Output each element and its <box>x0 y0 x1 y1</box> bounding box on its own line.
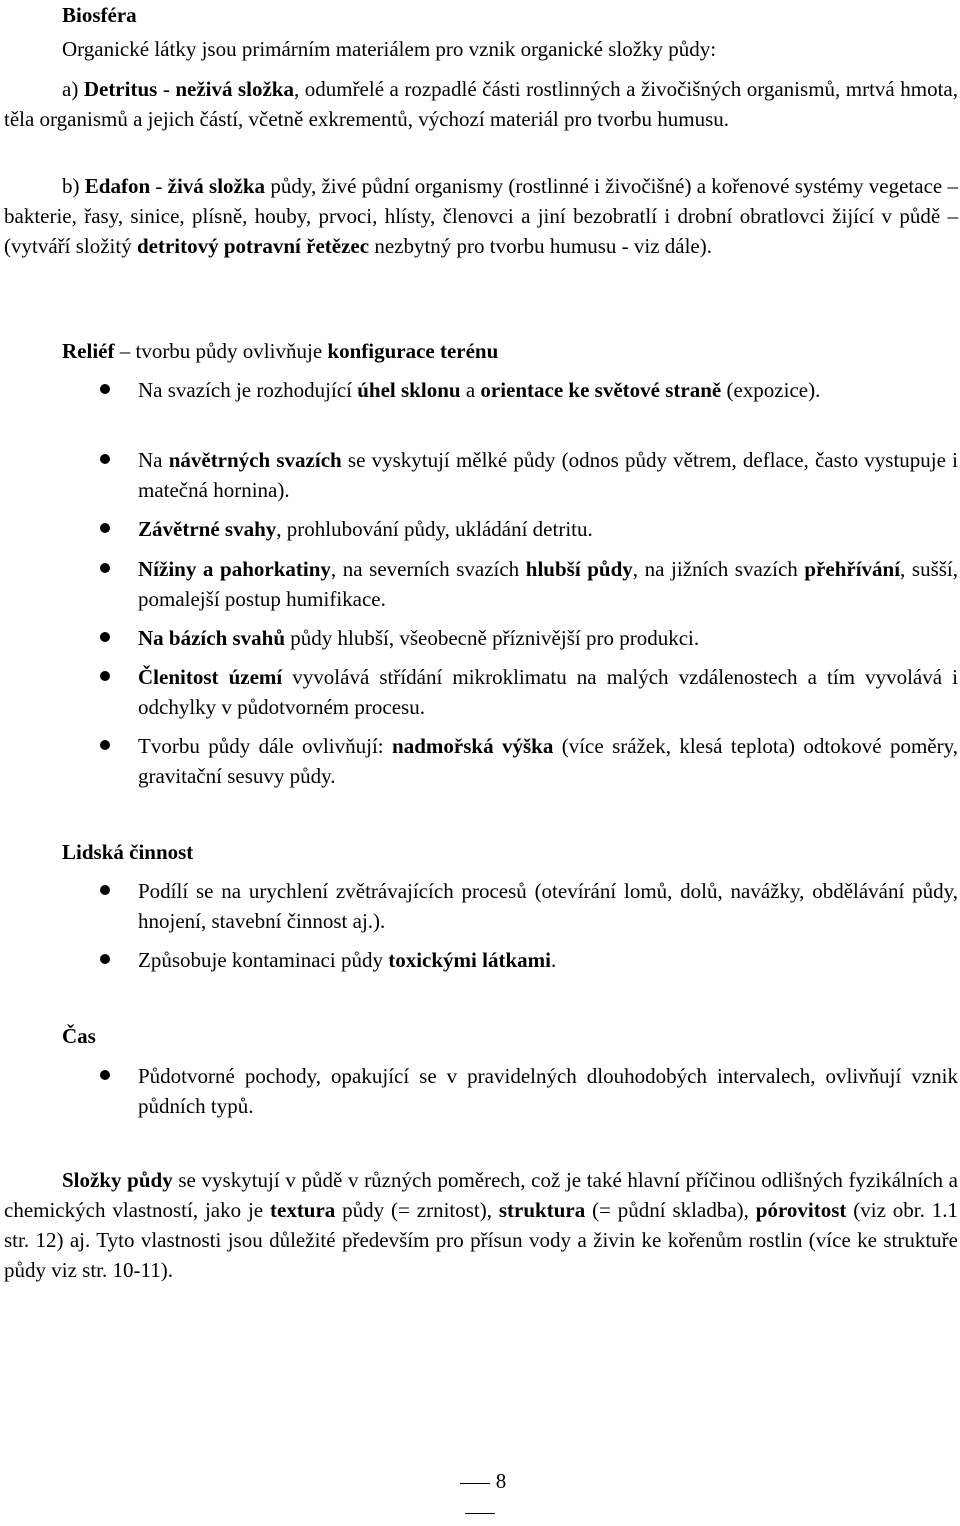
item-text: , sušší, pomalejší postup humifikace. <box>138 557 958 611</box>
list-item-text <box>138 623 958 653</box>
item-bold: nadmořská výška <box>392 734 554 758</box>
item-text: (expozice). <box>721 378 821 402</box>
slozky-text: (= půdní skladba), <box>585 1198 756 1222</box>
item-text: . <box>550 948 557 972</box>
item-text: se vyskytují mělké půdy (odnos půdy větrem, deflace, často vystupuje i matečná hornina). <box>138 448 958 502</box>
item-bold: Členitost území <box>138 665 283 689</box>
relief-config: konfigurace terénu <box>327 339 499 363</box>
item-text: půdy hlubší, všeobecně příznivější pro produkci. <box>285 626 700 650</box>
slozky-text: (viz obr. 1.1 str. 12) aj. Tyto vlastnosti jsou důležité především pro přísun vody a živin ke kořenům rostlin (více ke struktuře půdy viz str. 10-11). <box>4 1198 958 1282</box>
item-text: a <box>460 378 481 402</box>
detritus-dash: - <box>157 77 176 101</box>
bullet-icon <box>100 445 112 457</box>
item-bold: úhel sklonu <box>357 378 461 402</box>
item-text: Na svazích je rozhodující <box>138 378 358 402</box>
item-bold: Na bázích svahů <box>138 626 286 650</box>
item-bold: hlubší půdy <box>525 557 633 581</box>
edafon-chain: detritový potravní řetězec <box>136 234 370 258</box>
item-bold: návětrných svazích <box>168 448 342 472</box>
item-bold: Nížiny a pahorkatiny <box>138 557 331 581</box>
edafon-term: Edafon <box>84 174 151 198</box>
list-item-text <box>138 945 958 975</box>
slozky-term: Složky půdy <box>62 1168 173 1192</box>
item-text: , na jižních svazích <box>632 557 805 581</box>
page-number-dash-right <box>465 1513 495 1514</box>
bullet-icon <box>100 876 112 888</box>
bullet-icon <box>100 731 112 743</box>
item-text: Způsobuje kontaminaci půdy <box>138 948 389 972</box>
bullet-icon <box>100 1061 112 1073</box>
list-item-text <box>138 514 958 544</box>
slozky-textura: textura <box>270 1198 336 1222</box>
heading-biosfera: Biosféra <box>62 3 137 27</box>
list-item-text <box>138 731 958 791</box>
item-text: Na <box>138 448 169 472</box>
heading-lidska-cinnost: Lidská činnost <box>62 840 194 864</box>
page-number-dash-left <box>460 1483 490 1484</box>
item-bold: Závětrné svahy <box>138 517 277 541</box>
relief-heading <box>62 336 952 366</box>
list-item-text: Podílí se na urychlení zvětrávajících procesů (otevírání lomů, dolů, navážky, obdělávání půdy, hnojení, stavební činnost aj.). <box>138 879 958 933</box>
item-text: Tvorbu půdy dále ovlivňují: <box>138 734 393 758</box>
edafon-text-1: půdy, živé půdní organismy (rostlinné i živočišné) a kořenové systémy vegetace – bakterie, řasy, sinice, plísně, houby, prvoci, hlísty, členovci a jiní bezobratlí i drobní obratlovci žijící v půdě – (vytváří složitý <box>4 174 958 258</box>
bullet-icon <box>100 945 112 957</box>
detritus-component: neživá složka <box>175 77 294 101</box>
list-item-text <box>138 375 958 405</box>
relief-term: Reliéf <box>62 339 115 363</box>
list-item-text <box>138 554 958 614</box>
list-item-text: Půdotvorné pochody, opakující se v pravidelných dlouhodobých intervalech, ovlivňují vznik půdních typů. <box>138 1064 958 1118</box>
edafon-text-2: nezbytný pro tvorbu humusu - viz dále). <box>369 234 712 258</box>
paragraph-edafon <box>4 171 958 261</box>
slozky-text: půdy (= zrnitost), <box>335 1198 499 1222</box>
bullet-icon <box>100 375 112 387</box>
heading-cas: Čas <box>62 1024 96 1048</box>
bullet-icon <box>100 554 112 566</box>
page-number-value: 8 <box>495 1469 507 1493</box>
list-item-text <box>138 662 958 722</box>
page-number <box>440 1466 520 1526</box>
paragraph-slozky <box>4 1165 958 1285</box>
detritus-term: Detritus <box>83 77 158 101</box>
intro-paragraph: Organické látky jsou primárním materiálem pro vznik organické složky půdy: <box>62 37 717 61</box>
paragraph-detritus <box>4 74 958 134</box>
item-text: (více srážek, klesá teplota) odtokové poměry, gravitační sesuvy půdy. <box>138 734 958 788</box>
relief-text: – tvorbu půdy ovlivňuje <box>114 339 328 363</box>
bullet-icon <box>100 662 112 674</box>
slozky-struktura: struktura <box>498 1198 586 1222</box>
item-bold: přehřívání <box>804 557 901 581</box>
edafon-dash: - <box>150 174 168 198</box>
item-text: , prohlubování půdy, ukládání detritu. <box>276 517 593 541</box>
item-text: , na severních svazích <box>330 557 526 581</box>
edafon-component: živá složka <box>167 174 266 198</box>
bullet-icon <box>100 514 112 526</box>
item-text: vyvolává střídání mikroklimatu na malých vzdálenostech a tím vyvolává i odchylky v půdotvorném procesu. <box>138 665 958 719</box>
list-item-text <box>138 445 958 505</box>
detritus-text: , odumřelé a rozpadlé části rostlinných a živočišných organismů, mrtvá hmota, těla organismů a jejich částí, včetně exkrementů, výchozí materiál pro tvorbu humusu. <box>4 77 958 131</box>
slozky-text: se vyskytují v půdě v různých poměrech, což je také hlavní příčinou odlišných fyzikálních a chemických vlastností, jako je <box>4 1168 958 1222</box>
item-bold: toxickými látkami <box>388 948 551 972</box>
detritus-prefix: a) <box>62 77 84 101</box>
edafon-prefix: b) <box>62 174 85 198</box>
slozky-porovitost: pórovitost <box>755 1198 847 1222</box>
item-bold: orientace ke světové straně <box>480 378 722 402</box>
bullet-icon <box>100 623 112 635</box>
